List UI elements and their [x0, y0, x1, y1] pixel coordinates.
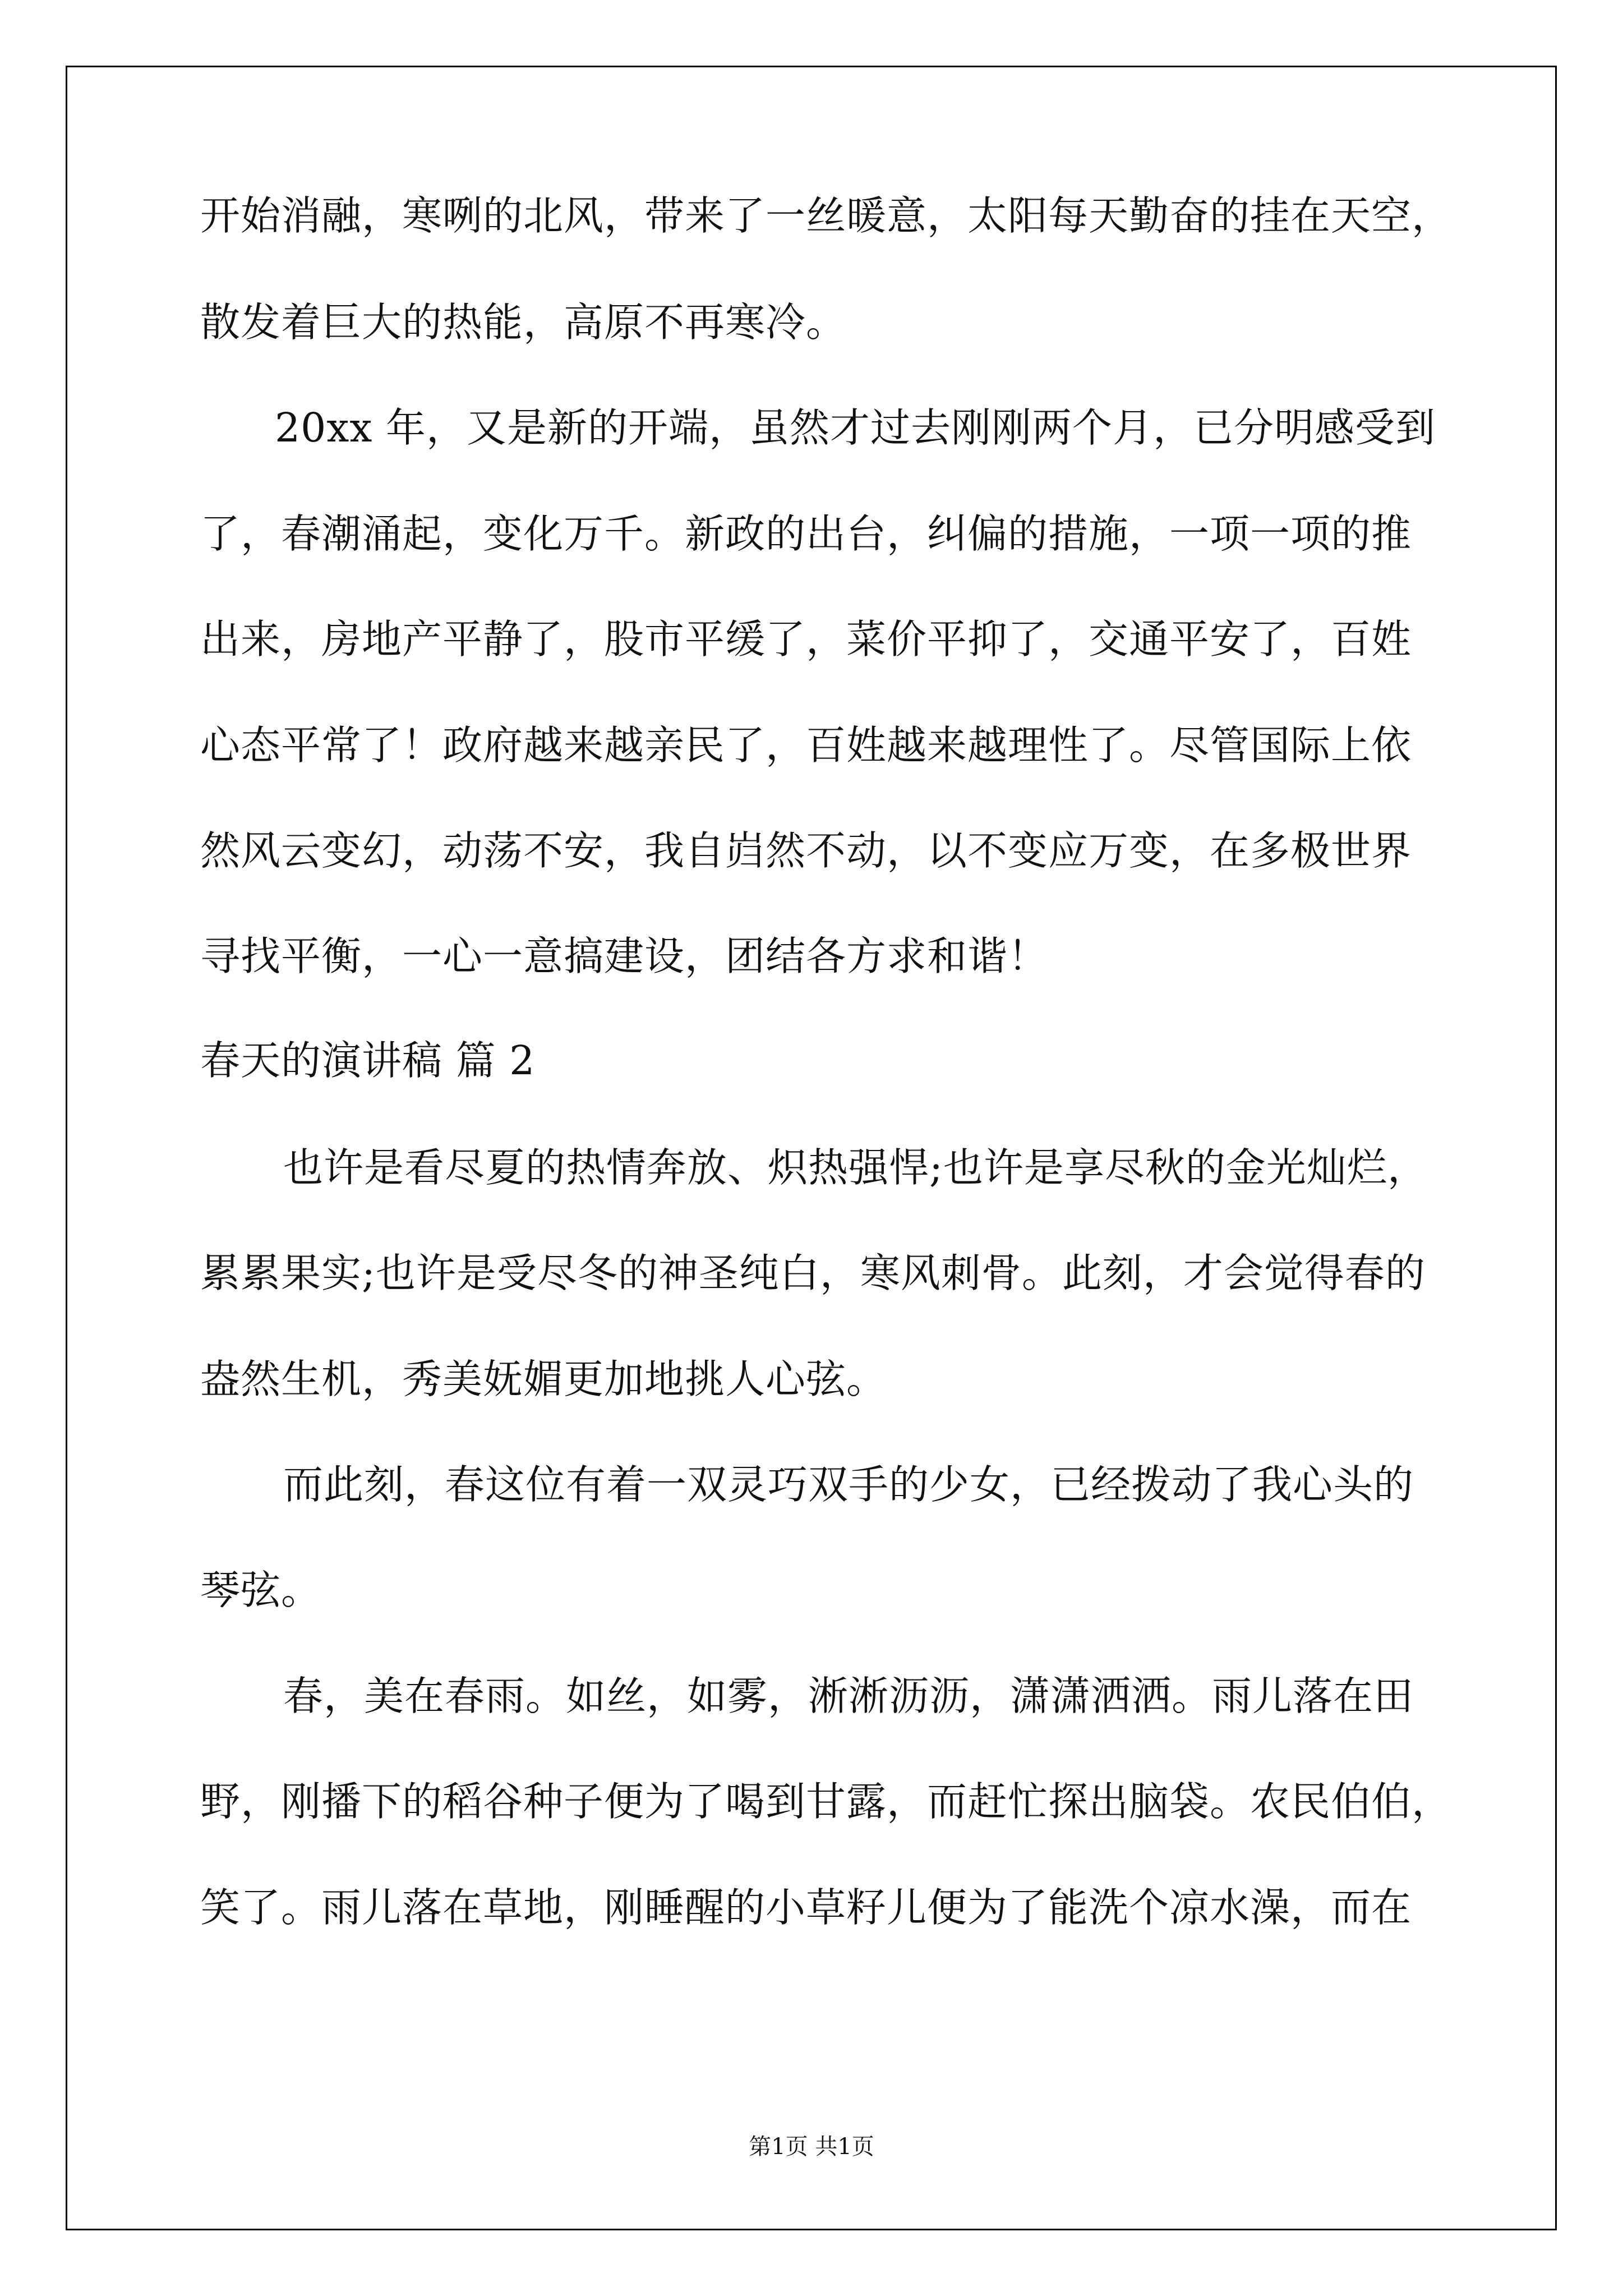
- page-footer: 第1页 共1页: [749, 2134, 874, 2160]
- text-line-11: 累累果实;也许是受尽冬的神圣纯白，寒风刺骨。此刻，才会觉得春的: [200, 1250, 1426, 1296]
- text-line-4: 了，春潮涌起，变化万千。新政的出台，纠偏的措施，一项一项的推: [200, 510, 1412, 557]
- text-line-3: 20xx 年，又是新的开端，虽然才过去刚刚两个月，已分明感受到: [275, 404, 1436, 451]
- text-line-13: 而此刻，春这位有着一双灵巧双手的少女，已经拨动了我心头的: [283, 1461, 1414, 1508]
- text-line-10: 也许是看尽夏的热情奔放、炽热强悍;也许是享尽秋的金光灿烂，: [283, 1144, 1428, 1191]
- text-line-14: 琴弦。: [200, 1567, 322, 1613]
- text-line-5: 出来，房地产平静了，股市平缓了，菜价平抑了，交通平安了，百姓: [200, 616, 1412, 662]
- text-line-1: 开始消融，寒咧的北风，带来了一丝暖意，太阳每天勤奋的挂在天空，: [200, 192, 1453, 239]
- text-line-8: 寻找平衡，一心一意搞建设，团结各方求和谐！: [200, 933, 1049, 979]
- text-line-15: 春，美在春雨。如丝，如雾，淅淅沥沥，潇潇洒洒。雨儿落在田: [283, 1673, 1414, 1719]
- text-line-7: 然风云变幻，动荡不安，我自岿然不动，以不变应万变，在多极世界: [200, 827, 1412, 874]
- text-line-6: 心态平常了！政府越来越亲民了，百姓越来越理性了。尽管国际上依: [200, 722, 1412, 769]
- text-line-2: 散发着巨大的热能，高原不再寒冷。: [200, 299, 847, 346]
- text-line-17: 笑了。雨儿落在草地，刚睡醒的小草籽儿便为了能洗个凉水澡，而在: [200, 1884, 1412, 1931]
- text-line-16: 野，刚播下的稻谷种子便为了喝到甘露，而赶忙探出脑袋。农民伯伯，: [200, 1778, 1453, 1825]
- text-line-12: 盎然生机，秀美妩媚更加地挑人心弦。: [200, 1356, 887, 1402]
- section-heading: 春天的演讲稿 篇 2: [200, 1037, 536, 1084]
